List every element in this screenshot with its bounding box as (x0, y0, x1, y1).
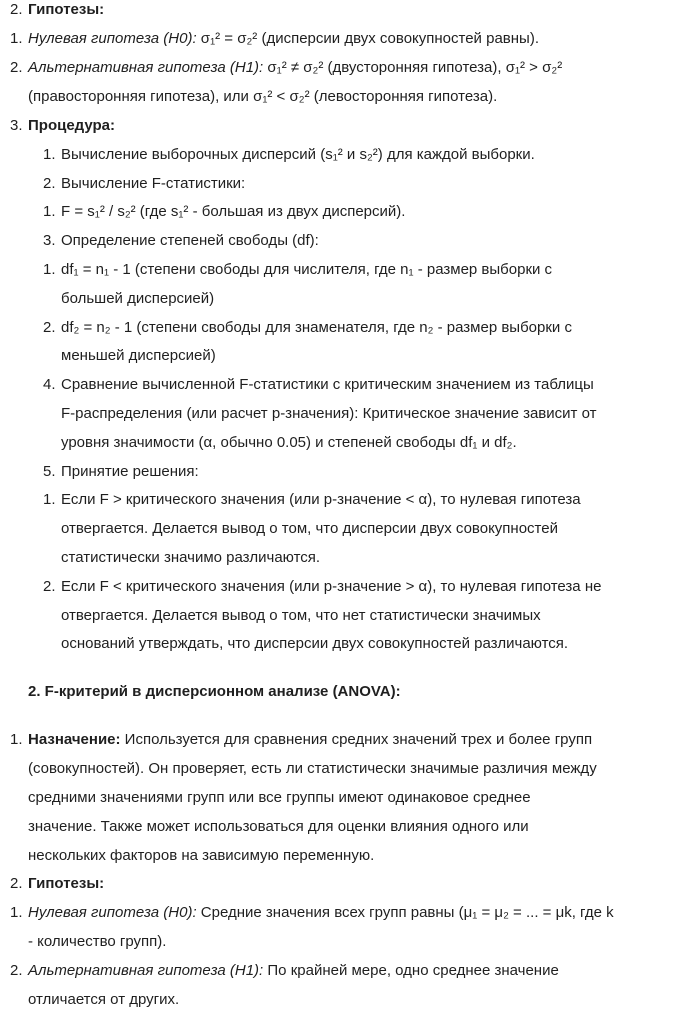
list-number: 2. (43, 578, 56, 595)
purpose-cont: значение. Также может использоваться для оценки влияния одного или (28, 818, 529, 835)
procedure-step-cont: оснований утверждать, что дисперсии двух совокупностей различаются. (61, 635, 569, 652)
procedure-step-cont: F-распределения (или расчет p-значения): Критическое значение зависит от (61, 405, 597, 422)
list-number: 1. (43, 491, 56, 508)
alt-hypothesis-item (28, 961, 559, 981)
alt-hypothesis-text: σ₁² ≠ σ₂² (двусторонняя гипотеза), σ₁² > σ₂² (263, 59, 563, 76)
procedure-step: Принятие решения: (61, 463, 199, 480)
hypotheses-heading: Гипотезы: (28, 1, 105, 18)
procedure-step: df₁ = n₁ - 1 (степени свободы для числителя, где n₁ - размер выборки с (61, 261, 553, 278)
purpose-text: Используется для сравнения средних значений трех и более групп (120, 731, 593, 748)
procedure-step: Определение степеней свободы (df): (61, 232, 319, 249)
procedure-step-cont: меньшей дисперсией) (61, 347, 216, 364)
null-hypothesis-text: σ₁² = σ₂² (дисперсии двух совокупностей равны). (196, 30, 539, 47)
procedure-step: Если F < критического значения (или p-значение > α), то нулевая гипотеза не (61, 578, 602, 595)
list-number: 5. (43, 463, 56, 480)
list-number: 3. (10, 117, 23, 134)
list-number: 2. (10, 875, 23, 892)
null-hypothesis-item (28, 29, 539, 49)
purpose-cont: нескольких факторов на зависимую переменную. (28, 847, 375, 864)
list-number: 1. (43, 261, 56, 278)
list-number: 2. (10, 962, 23, 979)
purpose-cont: (совокупностей). Он проверяет, есть ли статистически значимые различия между (28, 760, 597, 777)
anova-heading: 2. F-критерий в дисперсионном анализе (ANOVA): (28, 683, 401, 700)
null-hypothesis-text: Средние значения всех групп равны (μ₁ = μ₂ = ... = μk, где k (196, 904, 614, 921)
list-number: 1. (10, 731, 23, 748)
procedure-step-cont: отвергается. Делается вывод о том, что дисперсии двух совокупностей (61, 520, 558, 537)
null-hypothesis-item (28, 903, 614, 923)
procedure-step-cont: уровня значимости (α, обычно 0.05) и степеней свободы df₁ и df₂. (61, 434, 517, 451)
alt-hypothesis-label: Альтернативная гипотеза (H1): (28, 962, 264, 979)
alt-hypothesis-cont: отличается от других. (28, 991, 180, 1008)
null-hypothesis-cont: - количество групп). (28, 933, 167, 950)
procedure-step-cont: большей дисперсией) (61, 290, 215, 307)
procedure-step: Вычисление выборочных дисперсий (s₁² и s₂²) для каждой выборки. (61, 146, 535, 163)
procedure-step: Если F > критического значения (или p-значение < α), то нулевая гипотеза (61, 491, 581, 508)
null-hypothesis-label: Нулевая гипотеза (H0): (28, 904, 197, 921)
procedure-step-cont: отвергается. Делается вывод о том, что нет статистически значимых (61, 607, 541, 624)
procedure-step: F = s₁² / s₂² (где s₁² - большая из двух дисперсий). (61, 203, 406, 220)
alt-hypothesis-cont: (правосторонняя гипотеза), или σ₁² < σ₂² (левосторонняя гипотеза). (28, 88, 498, 105)
list-number: 2. (43, 319, 56, 336)
list-number: 3. (43, 232, 56, 249)
list-number: 1. (10, 904, 23, 921)
alt-hypothesis-item (28, 58, 562, 78)
list-number: 2. (10, 1, 23, 18)
list-number: 2. (10, 59, 23, 76)
procedure-step: Сравнение вычисленной F-статистики с критическим значением из таблицы (61, 376, 594, 393)
list-number: 1. (43, 146, 56, 163)
hypotheses-heading: Гипотезы: (28, 875, 105, 892)
alt-hypothesis-text: По крайней мере, одно среднее значение (263, 962, 559, 979)
purpose-item (28, 730, 592, 750)
list-number: 1. (10, 30, 23, 47)
list-number: 1. (43, 203, 56, 220)
purpose-cont: средними значениями групп или все группы имеют одинаковое среднее (28, 789, 531, 806)
null-hypothesis-label: Нулевая гипотеза (H0): (28, 30, 197, 47)
purpose-label: Назначение: (28, 731, 121, 748)
procedure-heading: Процедура: (28, 117, 116, 134)
procedure-step: Вычисление F-статистики: (61, 175, 246, 192)
alt-hypothesis-label: Альтернативная гипотеза (H1): (28, 59, 264, 76)
list-number: 2. (43, 175, 56, 192)
list-number: 4. (43, 376, 56, 393)
procedure-step: df₂ = n₂ - 1 (степени свободы для знаменателя, где n₂ - размер выборки с (61, 319, 572, 336)
procedure-step-cont: статистически значимо различаются. (61, 549, 321, 566)
